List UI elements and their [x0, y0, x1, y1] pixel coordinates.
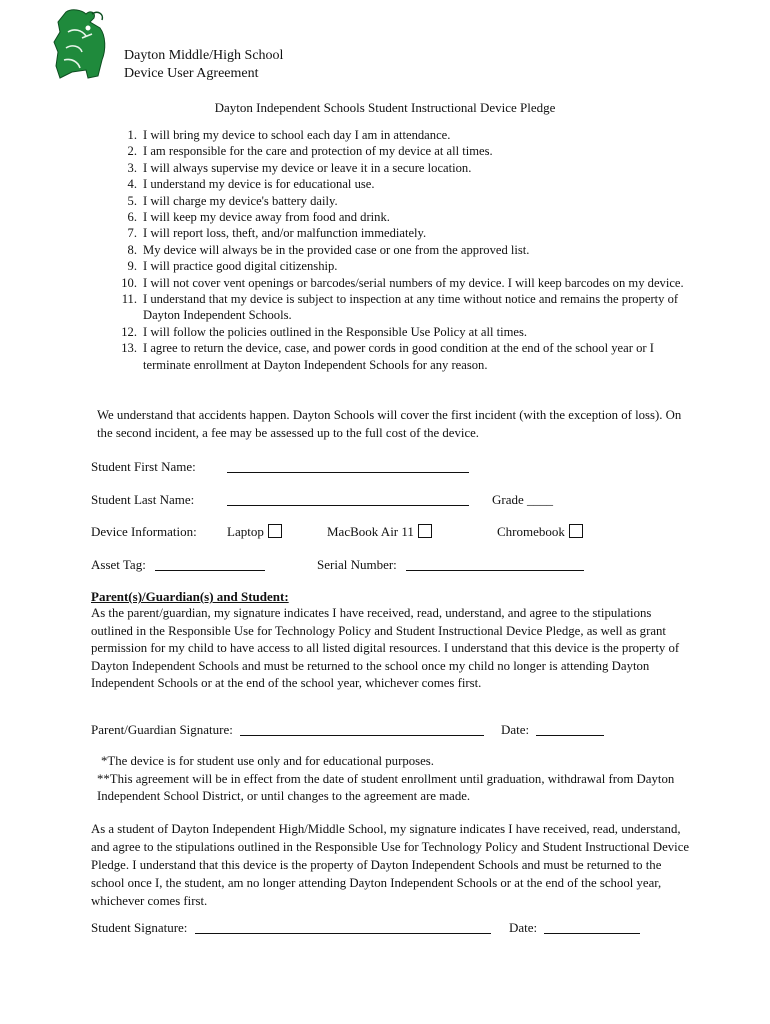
first-name-label: Student First Name:	[91, 459, 196, 474]
note-agreement-effect: **This agreement will be in effect from the date of student enrollment until graduation, withdrawal from Dayton Independent School District, or until changes to the agreement are made.	[97, 771, 675, 803]
parent-heading: Parent(s)/Guardian(s) and Student:	[91, 589, 289, 604]
first-name-row	[91, 459, 196, 475]
chromebook-checkbox[interactable]	[569, 524, 583, 538]
macbook-option[interactable]	[327, 524, 432, 540]
document-title: Device User Agreement	[124, 66, 259, 81]
parent-date-row	[501, 722, 604, 738]
device-label: Device Information:	[91, 524, 197, 539]
student-date-label: Date:	[509, 920, 538, 935]
asset-tag-label: Asset Tag:	[91, 557, 146, 572]
accidents-paragraph: We understand that accidents happen. Dayton Schools will cover the first incident (with the exception of loss). On the second incident, a fee may be assessed up to the full cost of the device.	[97, 408, 682, 440]
laptop-checkbox[interactable]	[268, 524, 282, 538]
student-date-field[interactable]	[544, 921, 640, 934]
student-signature-label: Student Signature:	[91, 920, 188, 935]
pledge-item: 8. My device will always be in the provided case or one from the approved list.	[127, 242, 530, 257]
last-name-label: Student Last Name:	[91, 492, 195, 507]
pledge-item: 5. I will charge my device's battery daily.	[127, 193, 338, 208]
laptop-option[interactable]	[227, 524, 282, 540]
pledge-item: 6. I will keep my device away from food and drink.	[127, 210, 390, 225]
student-signature-row	[91, 920, 491, 936]
note-student-use: *The device is for student use only and for educational purposes.	[101, 754, 434, 768]
parent-date-field[interactable]	[536, 723, 604, 736]
pledge-item: 13. I agree to return the device, case, and power cords in good condition at the end of the school year or I terminate enrollment at Dayton Independent Schools for any reason.	[121, 341, 654, 372]
student-paragraph: As a student of Dayton Independent High/Middle School, my signature indicates I have received, read, understand, and agree to the stipulations outlined in the Responsible Use for Technology Policy and Student Instructional Device Pledge. I understand that this device is the property of Dayton Independent Schools and must be returned to the school once I, the student, am no longer attending Dayton Independent Schools or at the end of the school year, whichever comes first.	[91, 822, 690, 908]
student-signature-field[interactable]	[195, 921, 491, 934]
serial-field[interactable]	[406, 558, 584, 571]
serial-row	[317, 557, 584, 573]
chromebook-label: Chromebook	[497, 524, 565, 539]
chromebook-option[interactable]	[497, 524, 583, 540]
parent-paragraph: As the parent/guardian, my signature indicates I have received, read, understand, and agree to the stipulations outlined in the Responsible Use for Technology Policy and Student Instructional Device Pledge, as well as grant permission for my child to have access to all listed digital resources. I understand that this device is the property of Dayton Independent Schools and must be returned to the school once my child no longer is attending Dayton Independent Schools or at the end of the school year, whichever comes first.	[91, 606, 680, 690]
parent-signature-field[interactable]	[240, 723, 484, 736]
pledge-title: Dayton Independent Schools Student Instructional Device Pledge	[214, 100, 556, 115]
grade-field[interactable]: Grade ____	[492, 492, 554, 507]
asset-tag-field[interactable]	[155, 558, 265, 571]
school-name: Dayton Middle/High School	[124, 48, 284, 63]
first-name-field[interactable]	[227, 460, 469, 473]
pledge-item: 7. I will report loss, theft, and/or malfunction immediately.	[127, 226, 427, 241]
parent-signature-row	[91, 722, 484, 738]
pledge-item: 1. I will bring my device to school each day I am in attendance.	[127, 128, 451, 142]
last-name-field[interactable]	[227, 493, 469, 506]
pledge-item: 9. I will practice good digital citizenship.	[127, 259, 338, 274]
document-header	[124, 47, 283, 83]
pledge-item: 3. I will always supervise my device or leave it in a secure location.	[127, 160, 472, 175]
pledge-item: 4. I understand my device is for educational use.	[127, 177, 375, 192]
pledge-item: 2. I am responsible for the care and protection of my device at all times.	[127, 144, 493, 159]
pledge-item: 12. I will follow the policies outlined in the Responsible Use Policy at all times.	[121, 324, 528, 339]
parent-signature-label: Parent/Guardian Signature:	[91, 722, 233, 737]
macbook-checkbox[interactable]	[418, 524, 432, 538]
school-logo	[52, 8, 108, 80]
parent-date-label: Date:	[501, 722, 530, 737]
asset-tag-row	[91, 557, 265, 573]
last-name-row	[91, 492, 194, 508]
notes	[97, 753, 697, 806]
student-date-row	[509, 920, 640, 936]
macbook-label: MacBook Air 11	[327, 524, 414, 539]
laptop-label: Laptop	[227, 524, 264, 539]
pledge-item: 11. I understand that my device is subject to inspection at any time without notice and remains the property of Dayton Independent Schools.	[121, 292, 679, 323]
pledge-item: 10. I will not cover vent openings or barcodes/serial numbers of my device. I will keep barcodes on my device.	[121, 275, 684, 290]
serial-label: Serial Number:	[317, 557, 397, 572]
pledge-list	[117, 127, 697, 373]
